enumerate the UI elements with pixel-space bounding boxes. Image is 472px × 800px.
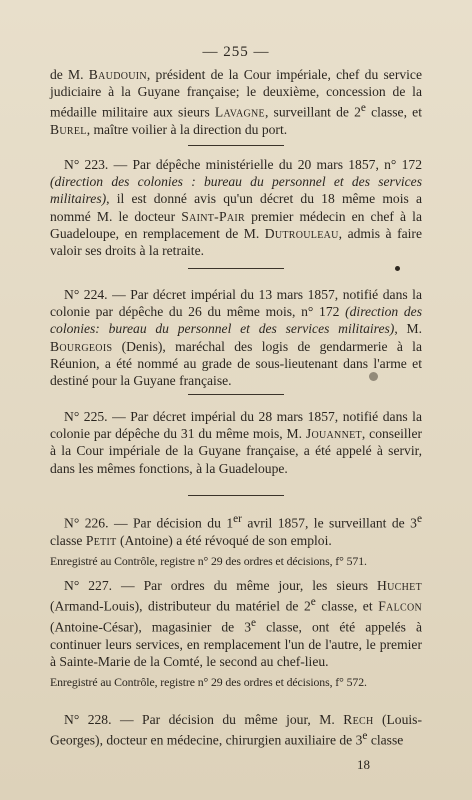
person-name: Baudouin [88, 67, 147, 82]
entry-228: N° 228. — Par décision du même jour, M. Rech (Louis-Georges), docteur en médecine, chirurgien auxiliaire de 3e classe [50, 712, 422, 748]
person-name: Burel [50, 122, 87, 138]
separator-rule [188, 495, 284, 496]
separator-rule [188, 394, 284, 395]
person-name: Jouannet [305, 426, 362, 442]
signature-mark: 18 [357, 757, 370, 772]
separator-rule [188, 268, 284, 269]
person-name: Saint-Pair [181, 208, 245, 224]
entry-227: N° 227. — Par ordres du même jour, les sieurs Huchet (Armand-Louis), distributeur du matériel de 2e classe, et Falcon (Antoine-César), magasinier de 3e classe, ont été appelés à continuer leurs services, en remplacement l'un de l'autre, le premier à Sainte-Marie de la Comté, le second au chef-lieu. Enregistré au Contrôle, registre n° 29 des ordres et décisions, f° 572. [50, 578, 423, 690]
person-name: Lavagne [214, 104, 265, 120]
entry-225: N° 225. — Par décret impérial du 28 mars 1857, notifié dans la colonie par dépêche du 31 du même mois, M. Jouannet, conseiller à la Cour impériale de la Guyane française, a été appelé à servir, dans les mêmes fonctions, à la Guadeloupe. [50, 409, 422, 476]
entry-226: N° 226. — Par décision du 1er avril 1857, le surveillant de 3e classe Petit (Antoine) a été révoqué de son emploi. Enregistré au Contrôle, registre n° 29 des ordres et décisions, f° 571. [50, 513, 422, 568]
page-number: — 255 — [202, 44, 270, 60]
registration-note: Enregistré au Contrôle, registre n° 29 des ordres et décisions, f° 572. [50, 675, 367, 690]
person-name: Falcon [378, 598, 422, 614]
person-name: Dutrouleau [264, 225, 339, 241]
entry-223: N° 223. — Par dépêche ministérielle du 20 mars 1857, n° 172 (direction des colonies : bureau du personnel et des services militaires), il est donné avis qu'un décret du 18 même mois a nommé M. le docteur Saint-Pair premier médecin en chef à la Guadeloupe, en remplacement de M. Dutrouleau, admis à faire valoir ses droits à la retraite. [50, 157, 422, 259]
intro-paragraph: de M. Baudouin, président de la Cour impériale, chef du service judiciaire à la Guyane française; le deuxième, concession de la médaille militaire aux sieurs Lavagne, surveillant de 2e classe, et Burel, maître voilier à la direction du port. [50, 67, 422, 138]
ink-spot [369, 372, 378, 381]
person-name: Bourgeois [50, 338, 113, 354]
ink-spot [395, 266, 400, 271]
separator-rule [188, 145, 284, 146]
person-name: Huchet [377, 578, 422, 593]
person-name: Petit [85, 532, 117, 548]
person-name: Rech [343, 712, 374, 727]
entry-224: N° 224. — Par décret impérial du 13 mars 1857, notifié dans la colonie par dépêche du 26 du même mois, n° 172 (direction des colonies: bureau du personnel et des services militaires), M. Bourgeois (Denis), maréchal des logis de gendarmerie à la Réunion, a été nommé au grade de sous-lieutenant dans l'arme et destiné pour la Guyane française. [50, 287, 422, 389]
registration-note: Enregistré au Contrôle, registre n° 29 des ordres et décisions, f° 571. [50, 553, 367, 568]
